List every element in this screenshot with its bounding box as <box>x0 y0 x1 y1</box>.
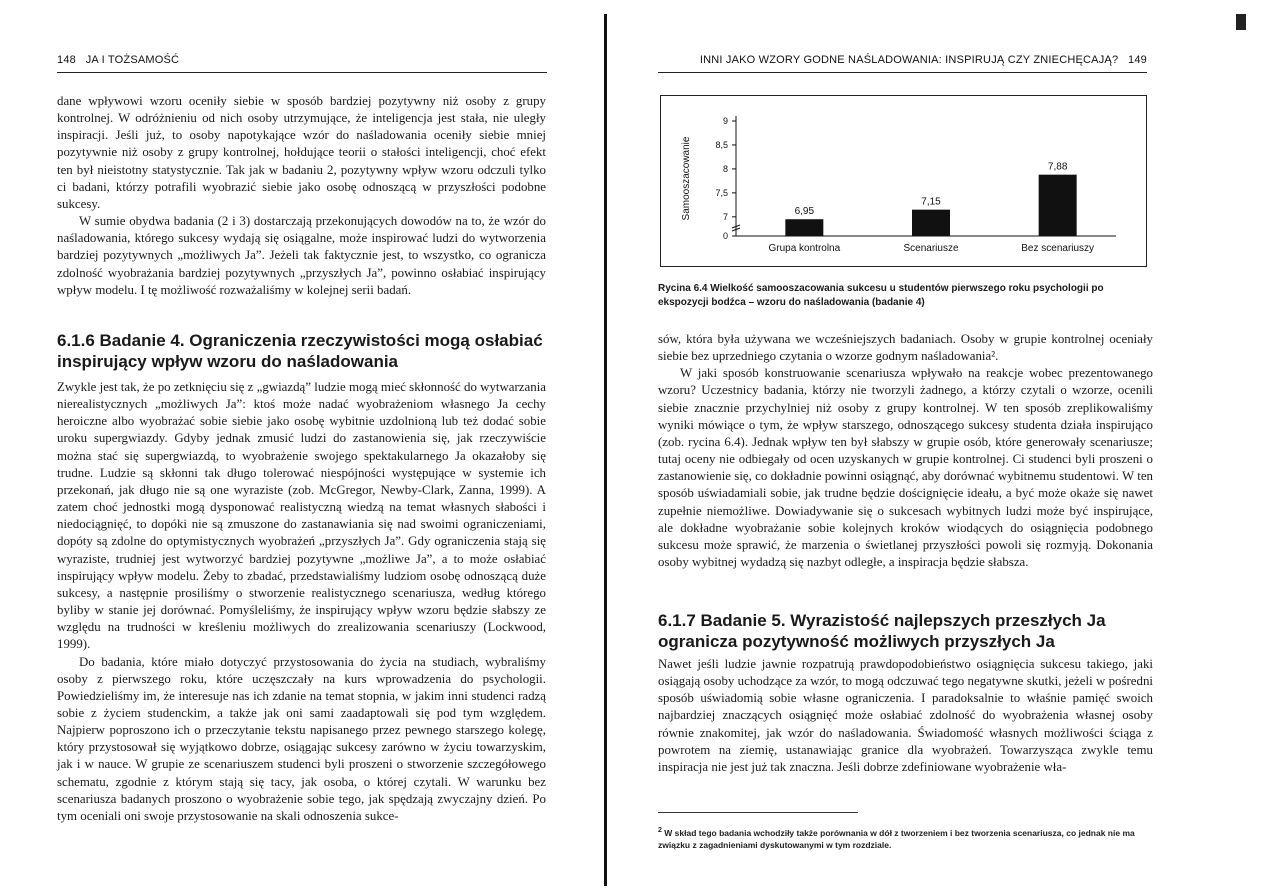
bar-value-label: 7,15 <box>921 196 941 208</box>
footnote-rule <box>658 812 858 813</box>
left-running-header <box>57 54 547 73</box>
y-tick-label: 9 <box>722 116 728 126</box>
right-text-bottom <box>658 656 1153 776</box>
book-spine <box>604 14 607 886</box>
paragraph: Zwykle jest tak, że po zetknięciu się z „gwiazdą” ludzie mogą mieć skłonność do wytwarzania nierealistycznych „możliwych Ja”: ktoś może nadać wyobrażeniom własnego Ja cechy heroiczne albo wyobrażać sobie siebie jako osobę wybitnie uzdolnioną lub też dodać sobie uroku supergwiazdy. Gdyby jednak zmusić ludzi do zastanowienia się, jak rzeczywiście można stać się supergwiazdą, to wyobrażenie swojego spektakularnego Ja okazałoby się trudne. Ludzie są skłonni tak długo tolerować niespójności występujące w systemie ich przekonań, jak długo nie są one wyraziste (zob. McGregor, Newby-Clark, Zanna, 1999). A zatem choć jednostki mogą dysponować realistyczną wiedzą na temat własnych słabości i niedociągnięć, to dopóki nie są zmuszone do zastanawiania się nad swoimi ograniczeniami, dopóty są zdolne do optymistycznych wyobrażeń „przyszłych Ja”. Gdy ograniczenia stają się wyraziste, trudniej jest wytworzyć bardziej pozytywne „możliwe Ja”, a to może osłabiać inspirujący wpływ modelu. Żeby to zbadać, przedstawialiśmy ludziom osobę odnoszącą duże sukcesy, a następnie prosiliśmy o stworzenie realistycznego scenariusza, według którego byliby w stanie jej dorównać. Pomyśleliśmy, że inspirujący wpływ wzoru będzie słabszy ze względu na trudności w kreśleniu możliwych do zrealizowania scenariuszy (Lockwood, 1999). <box>57 380 546 652</box>
bar <box>912 210 950 236</box>
x-category-label: Bez scenariuszy <box>1021 243 1095 254</box>
paragraph: Do badania, które miało dotyczyć przystosowania do życia na studiach, wybraliśmy osoby z pierwszego roku, które uczęszczały na kurs wprowadzenia do psychologii. Powiedzieliśmy im, że interesuje nas ich zdanie na temat stopnia, w jakim inni studenci radzą sobie z życiem studenckim, a także jak oni sami zaadaptowali się pod tym względem. Najpierw poproszono ich o przeczytanie tekstu napisanego przez pewnego starszego kolegę, który przystosował się wyjątkowo dobrze, osiągając sukcesy zarówno w życiu towarzyskim, jak i w nauce. W grupie ze scenariuszem studenci byli proszeni o stworzenie szczegółowego schematu, zgodnie z którym stają się tacy, jak osoba, o której czytali. W warunku bez scenariusza badanych proszono o wyobrażenie sobie tego, jak spędzają zwyczajny dzień. Po tym oceniali oni swoje przystosowanie na skali odnoszenia sukce- <box>57 654 546 823</box>
right-text-top <box>658 331 1153 571</box>
y-tick-label: 8,5 <box>715 139 728 150</box>
paragraph: Nawet jeśli ludzie jawnie rozpatrują prawdopodobieństwo osiągnięcia sukcesu takiego, jaki osiągają osoby uchodzące za wzór, to mogą odczuwać tego negatywne skutki, jeżeli w pośredni sposób uświadomią sobie własne ograniczenia. I paradoksalnie to właśnie pamięć swoich najbardziej znaczących osiągnięć może osłabiać zdolność do wyobrażenia własnej osoby równie znakomitej, jak wzór do naśladowania. Świadomość własnych możliwości ściąga z powrotem na ziemię, ustanawiając granice dla wyobrażeń. Towarzysząca zwykle temu inspiracja nie jest już tak znaczna. Jeśli dobrze zdefiniowane wyobrażenie wła- <box>658 657 1153 774</box>
left-page <box>0 0 605 894</box>
bar <box>1039 175 1077 236</box>
left-page-number: 148 <box>57 54 76 66</box>
right-page <box>612 0 1262 894</box>
figure-6-4 <box>660 95 1147 267</box>
x-category-label: Scenariusze <box>903 243 959 254</box>
y-tick-label: 8 <box>722 163 728 174</box>
footnote <box>658 825 1153 851</box>
bar-chart <box>661 96 1146 266</box>
y-tick-label: 7 <box>722 211 728 222</box>
right-running-title: INNI JAKO WZORY GODNE NAŚLADOWANIA: INSPIRUJĄ CZY ZNIECHĘCAJĄ? <box>699 54 1119 66</box>
left-running-title: JA I TOŻSAMOŚĆ <box>85 54 180 66</box>
bar-value-label: 7,88 <box>1047 161 1068 173</box>
footnote-marker: 2 <box>658 827 662 834</box>
section-heading-6-1-6: 6.1.6 Badanie 4. Ograniczenia rzeczywistości mogą osłabiać inspirujący wpływ wzoru do naśladowania <box>57 331 543 371</box>
right-page-number: 149 <box>1128 54 1147 66</box>
left-text-bottom <box>57 379 546 825</box>
paragraph: sów, która była używana we wcześniejszych badaniach. Osoby w grupie kontrolnej oceniały siebie bez uprzedniego czytania o wzorze godnym naśladowania². <box>658 332 1153 364</box>
bar <box>785 219 823 236</box>
bar-value-label: 6,95 <box>794 206 815 218</box>
y-tick-label: 7,5 <box>715 187 728 198</box>
x-category-label: Grupa kontrolna <box>768 243 841 254</box>
right-running-header <box>658 54 1147 73</box>
paragraph: W sumie obydwa badania (2 i 3) dostarczają przekonujących dowodów na to, że wzór do naśladowania, którego sukcesy wydają się osiągalne, może inspirować ludzi do wytworzenia bardziej pozytywnych „możliwych Ja”. Jeżeli tak faktycznie jest, to wszystko, co ogranicza zdolność wyobrażania bardziej pozytywnych „przyszłych Ja”, powinno osłabiać inspirujący wpływ modelu. I tę możliwość rozważaliśmy w kolejnej serii badań. <box>57 214 546 297</box>
paragraph: W jaki sposób konstruowanie scenariusza wpływało na reakcje wobec prezentowanego wzoru? Uczestnicy badania, którzy nie tworzyli żadnego, a którzy czytali o wzorze, ocenili siebie znacznie przychylniej niż osoby z grupy kontrolnej. W ten sposób zreplikowaliśmy wyniki mówiące o tym, że wpływ starszego, odnoszącego sukcesy studenta działa inspirująco (zob. rycina 6.4). Jednak wpływ ten był słabszy w grupie osób, które generowały scenariusze; tutaj oceny nie odbiegały od ocen uzyskanych w grupie kontrolnej. Ci studenci byli proszeni o zastanowienie się, co dokładnie powinni osiągnąć, aby dorównać wybitnemu studentowi. W ten sposób uświadamiali sobie, jak trudne będzie doścignięcie ideału, a być może okaże się nawet zupełnie niemożliwe. Dowiadywanie się o sukcesach wybitnych ludzi może być inspirujące, ale dokładne wyobrażanie sobie kolejnych kroków wiodących do osiągnięcia podobnego sukcesu może sprawić, że marzenia o świetlanej przyszłości powoli się rozmyją. Dokonania osoby wybitnej wydadzą się nazbyt odległe, a inspiracja będzie słabsza. <box>658 366 1153 570</box>
y-axis-label: Samooszacowanie <box>681 136 692 221</box>
left-text-top <box>57 93 546 299</box>
paragraph: dane wpływowi wzoru oceniły siebie w sposób bardziej pozytywny niż osoby z grupy kontrolnej. W odróżnieniu od nich osoby utrzymujące, że inteligencja jest stała, nie uległy inspiracji. Jeśli już, to osoby napotykające wzór do naśladowania oceniły siebie mniej pozytywnie niż osoby z grupy kontrolnej, hołdujące teorii o stałości inteligencji, choć efekt ten był nieistotny statystycznie. Tak jak w badaniu 2, pozytywny wpływ wzoru odczuli tylko ci badani, którzy potrafili wyobrazić siebie jako osobę odnoszącą w przyszłości podobne sukcesy. <box>57 94 546 211</box>
footnote-text: W skład tego badania wchodziły także porównania w dół z tworzeniem i bez tworzenia scenariusza, co jednak nie ma związku z zagadnieniami dyskutowanymi w tym rozdziale. <box>658 827 1135 850</box>
figure-caption: Rycina 6.4 Wielkość samooszacowania sukcesu u studentów pierwszego roku psychologii po ekspozycji bodźca – wzoru do naśladowania (badanie 4) <box>658 283 1104 308</box>
y-tick-label: 0 <box>722 231 728 241</box>
section-heading-6-1-7: 6.1.7 Badanie 5. Wyrazistość najlepszych przeszłych Ja ogranicza pozytywność możliwych przyszłych Ja <box>658 611 1106 651</box>
